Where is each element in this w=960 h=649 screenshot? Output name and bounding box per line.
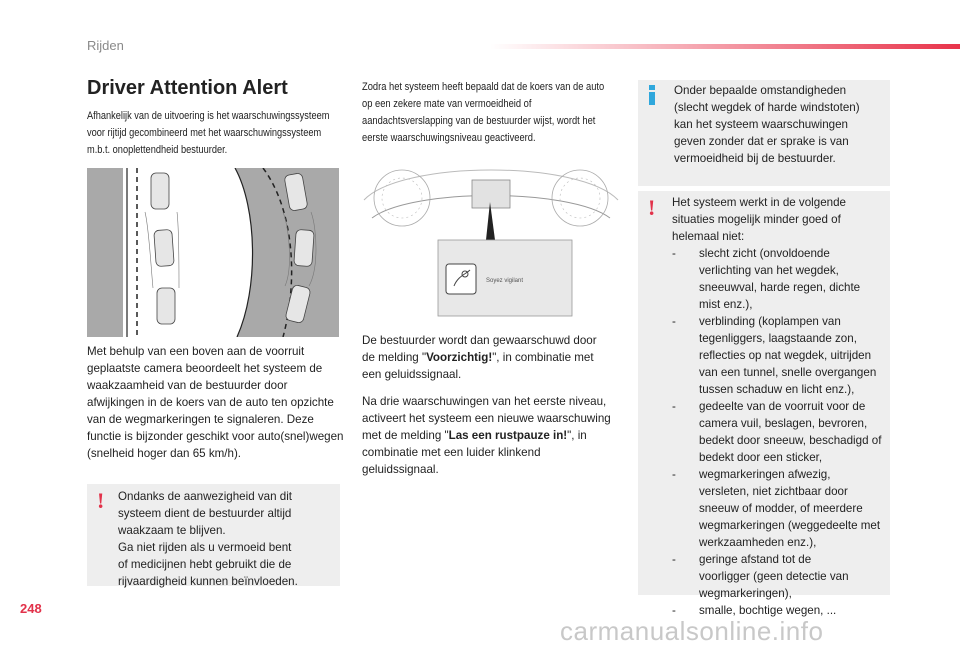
lane-drift-illustration (87, 168, 339, 337)
second-warning-message: Las een rustpauze in! (448, 429, 568, 442)
display-message: Soyez vigilant (486, 278, 524, 284)
first-warning-message: Voorzichtig! (426, 351, 493, 364)
warning-text-vigilance: Ondanks de aanwezigheid van dit systeem dient de bestuurder altijd waakzaam te blijven. Ga niet rijden als u vermoeid bent of medicijnen hebt gebruikt die de rijvaardigheid kunnen beïnvloeden. (118, 490, 298, 588)
list-item: - geringe afstand tot de voorligger (geen detectie van wegmarkeringen), (672, 551, 886, 602)
list-item: - slecht zicht (onvoldoende verlichting van het wegdek, sneeuwval, harde regen, dichte mist enz.), (672, 245, 886, 313)
second-warning-paragraph: Na drie waarschuwingen van het eerste niveau, activeert het systeem een nieuwe waarschuwing met de melding "Las een rustpauze in!", in combinatie met een luider klinkend geluidssignaal. (362, 395, 611, 476)
watermark: carmanualsonline.info (560, 616, 824, 646)
subtitle: Afhankelijk van de uitvoering is het waarschuwingssysteem voor rijtijd gecombineerd met het waarschuwingssysteem m.b.t. onoplettendheid bestuurder. (87, 110, 330, 156)
warning-box-limitations (638, 191, 890, 617)
limitations-text: Het systeem werkt in de volgende situaties mogelijk minder goed of helemaal niet: - slecht zicht (onvoldoende verlichting van het wegdek, sneeuwval, harde regen, dichte mist enz.), - verblinding (koplampen van tegenliggers, laagstaande zon, reflecties op nat wegdek, uitrijden van een tunnel, snelle overgangen tussen schaduw en licht enz.), - gedeelte van de voorruit voor de camera vuil, beslagen, bevroren, bedekt door sneeuw, beschadigd of bedekt door een sticker, - wegmarkeringen afwezig, versleten, niet zichtbaar door sneeuw of modder, of meerdere wegmarkeringen (weggedeelte met werkzaamheden enz.), - geringe afstand tot de voorligger (geen detectie van wegmarkeringen), - smalle, bochtige wegen, ... (672, 194, 886, 619)
instrument-panel-illustration (362, 160, 620, 320)
warning-exclamation-icon: ! (648, 195, 656, 220)
info-box-false-alerts (638, 80, 890, 186)
list-item: - wegmarkeringen afwezig, versleten, niet zichtbaar door sneeuw of modder, of meerdere wegmarkeringen (weggedeelte met werkzaamheden enz.), (672, 466, 886, 551)
limitations-list (672, 245, 886, 619)
list-item: - verblinding (koplampen van tegenliggers, laagstaande zon, reflecties op nat wegdek, uitrijden van een tunnel, snelle overgangen tussen schaduw en licht enz.), (672, 313, 886, 398)
description-paragraph: Met behulp van een boven aan de voorruit geplaatste camera beoordeelt het systeem de waakzaamheid van de bestuurder door afwijkingen in de koers van de auto ten opzichte van de wegmarkeringen te signaleren. Deze functie is bijzonder geschikt voor auto(snel)wegen (snelheid hoger dan 65 km/h). (87, 345, 344, 460)
list-item: - gedeelte van de voorruit voor de camera vuil, beslagen, bevroren, bedekt door sneeuw, beschadigd of bedekt door een sticker, (672, 398, 886, 466)
info-icon (648, 85, 656, 105)
header-accent-bar (490, 44, 960, 49)
list-item: - smalle, bochtige wegen, ... (672, 602, 886, 619)
intro-paragraph: Zodra het systeem heeft bepaald dat de koers van de auto op een zekere mate van vermoeidheid of aandachtsverslapping van de bestuurder wijst, wordt het eerste waarschuwingsniveau geactiveerd. (362, 81, 605, 144)
page-title: Driver Attention Alert (87, 77, 288, 99)
page-number: 248 (20, 601, 42, 616)
info-text: Onder bepaalde omstandigheden (slecht wegdek of harde windstoten) kan het systeem waarschuwingen geven zonder dat er sprake is van vermoeidheid bij de bestuurder. (674, 84, 860, 165)
first-warning-paragraph: De bestuurder wordt dan gewaarschuwd door de melding "Voorzichtig!", in combinatie met een geluidssignaal. (362, 334, 597, 381)
section-label: Rijden (87, 38, 124, 53)
warning-exclamation-icon: ! (97, 488, 105, 513)
warning-box-vigilance (87, 484, 340, 586)
